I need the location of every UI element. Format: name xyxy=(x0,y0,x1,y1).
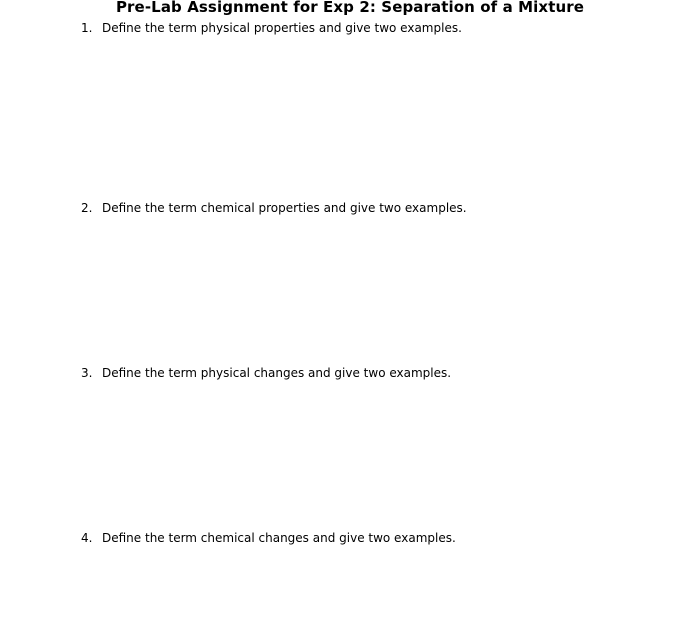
question-number: 2. xyxy=(81,201,93,215)
question-4 xyxy=(81,531,456,546)
question-text: Define the term chemical changes and give two examples. xyxy=(102,531,456,545)
question-text: Define the term physical properties and give two examples. xyxy=(102,21,462,35)
question-number: 4. xyxy=(81,531,93,545)
question-number: 3. xyxy=(81,366,93,380)
question-text: Define the term chemical properties and give two examples. xyxy=(102,201,467,215)
question-1 xyxy=(81,21,462,36)
question-text: Define the term physical changes and give two examples. xyxy=(102,366,452,380)
question-number: 1. xyxy=(81,21,93,35)
question-3 xyxy=(81,366,451,381)
page-title: Pre-Lab Assignment for Exp 2: Separation of a Mixture xyxy=(115,0,585,16)
question-2 xyxy=(81,201,467,216)
